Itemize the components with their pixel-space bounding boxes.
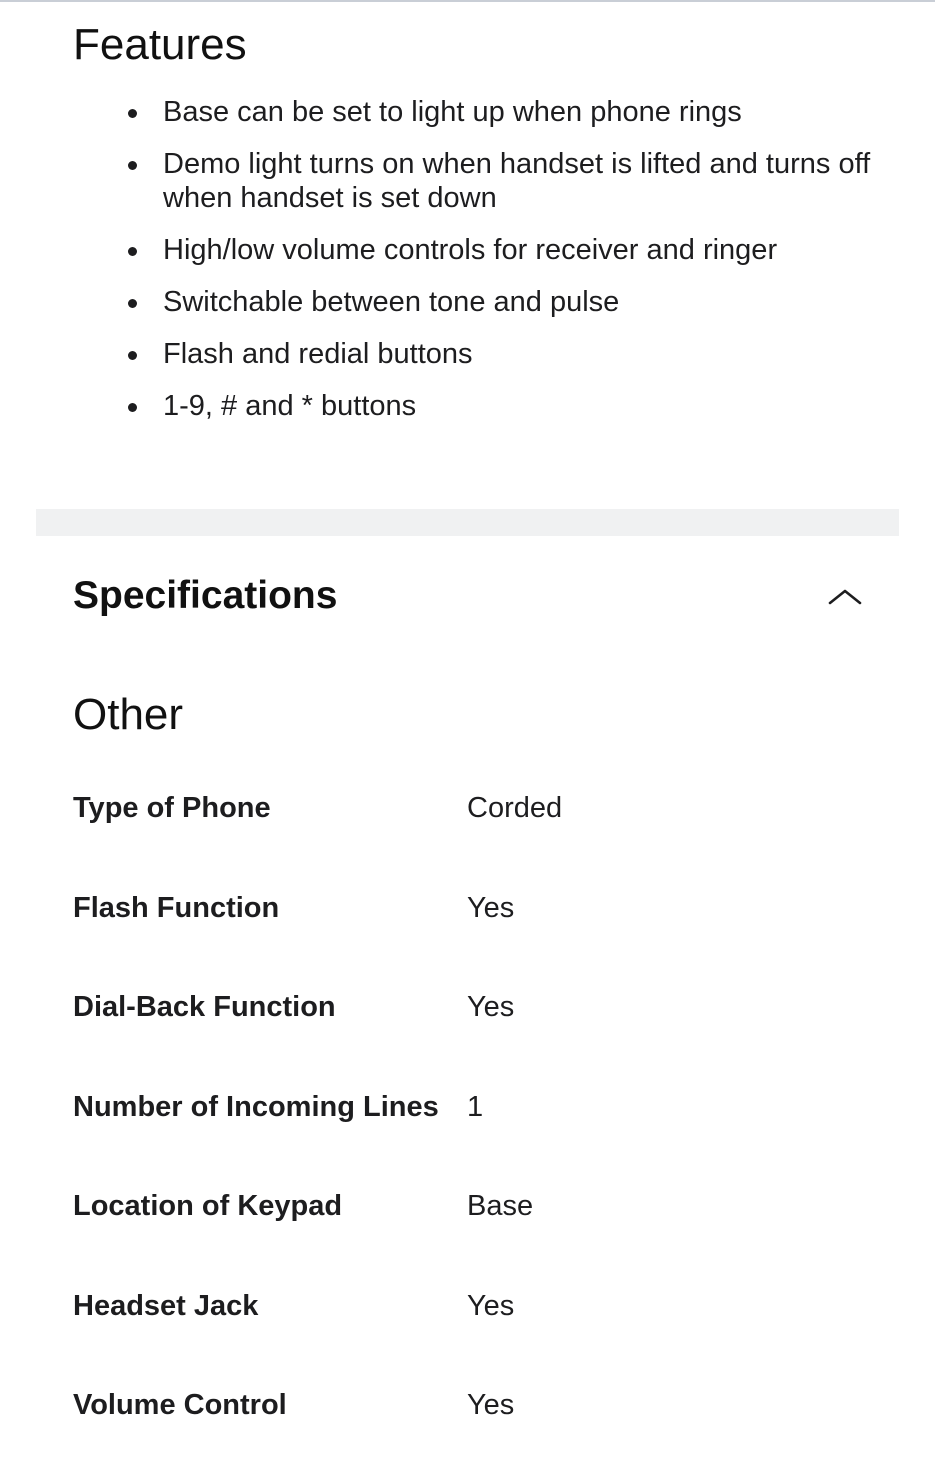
spec-row [0, 959, 935, 1059]
bullet-icon [128, 247, 137, 256]
feature-item [0, 95, 935, 129]
spec-label: Type of Phone [73, 792, 271, 824]
section-divider [36, 509, 899, 536]
spec-value: Corded [467, 792, 563, 824]
spec-label: Volume Control [73, 1389, 287, 1421]
spec-value: Yes [467, 1389, 515, 1421]
chevron-up-icon[interactable] [826, 582, 864, 610]
spec-value: 1 [467, 1090, 484, 1123]
spec-group-heading: Other [73, 690, 184, 739]
feature-text: Switchable between tone and pulse [163, 286, 620, 318]
spec-value: Base [467, 1190, 534, 1222]
spec-row [0, 760, 935, 860]
feature-item [0, 233, 935, 267]
feature-text: Base can be set to light up when phone rings [163, 96, 742, 128]
bullet-icon [128, 161, 137, 170]
spec-value: Yes [467, 1289, 515, 1322]
spec-label: Location of Keypad [73, 1190, 343, 1222]
spec-label: Flash Function [73, 891, 280, 924]
spec-row [0, 1059, 935, 1159]
bullet-icon [128, 351, 137, 360]
feature-text: 1-9, # and * buttons [163, 390, 417, 422]
bullet-icon [128, 299, 137, 308]
feature-item [0, 337, 935, 371]
spec-value: Yes [467, 991, 515, 1023]
feature-item [0, 147, 935, 215]
spec-value: Yes [467, 891, 515, 924]
feature-text: High/low volume controls for receiver and ringer [163, 234, 778, 266]
bullet-icon [128, 403, 137, 412]
spec-row [0, 1258, 935, 1358]
feature-item [0, 285, 935, 319]
bullet-icon [128, 109, 137, 118]
top-divider [0, 0, 935, 2]
specifications-table [0, 760, 935, 1457]
spec-label: Headset Jack [73, 1289, 259, 1322]
spec-row [0, 1158, 935, 1258]
feature-text: Flash and redial buttons [163, 338, 473, 370]
spec-label: Number of Incoming Lines [73, 1090, 439, 1123]
features-heading: Features [73, 20, 247, 69]
specifications-heading: Specifications [73, 574, 338, 617]
spec-label: Dial-Back Function [73, 991, 336, 1023]
specifications-accordion-header[interactable] [0, 560, 935, 632]
feature-item [0, 389, 935, 423]
spec-row [0, 860, 935, 960]
features-list [0, 95, 935, 441]
feature-text: Demo light turns on when handset is lifted and turns off when handset is set down [163, 148, 871, 214]
spec-row [0, 1357, 935, 1457]
